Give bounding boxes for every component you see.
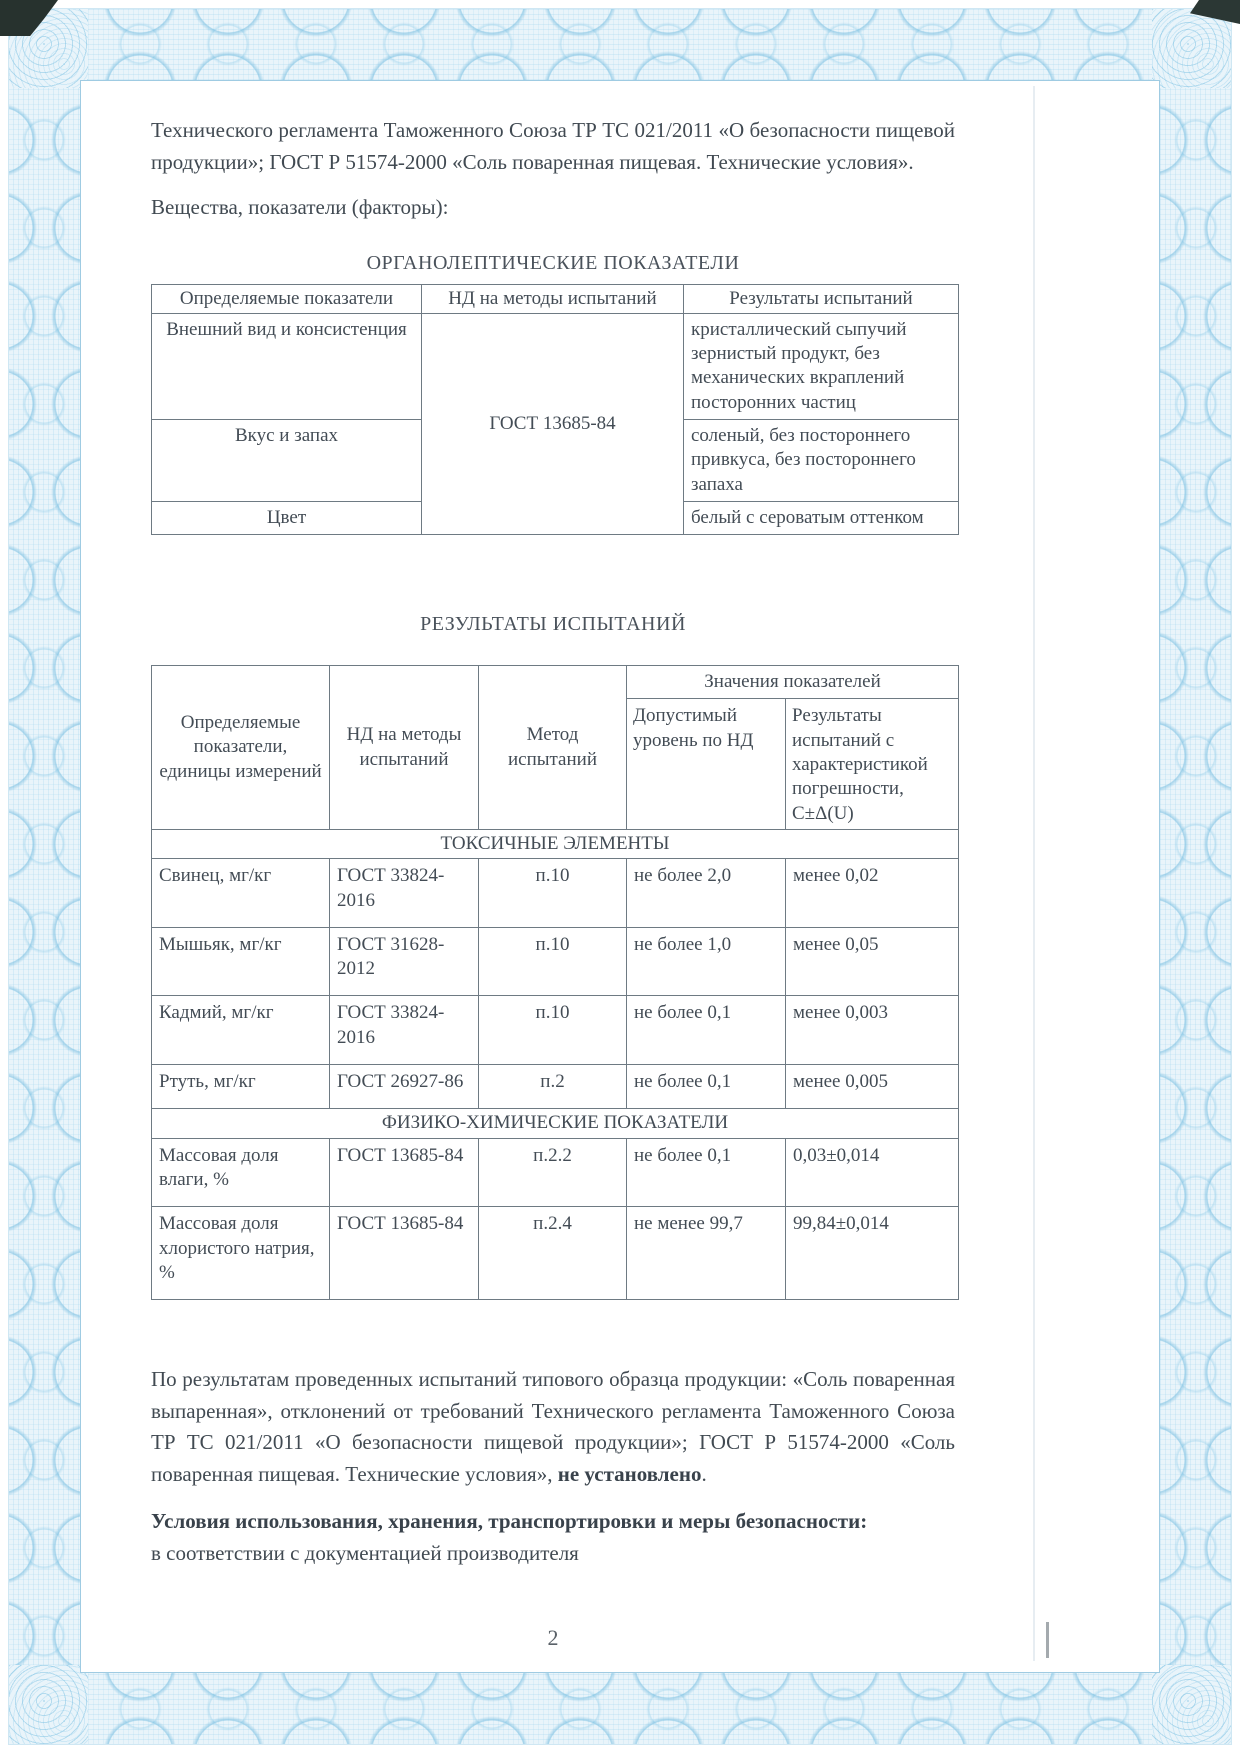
- section-row: [152, 829, 959, 858]
- table-row: [152, 313, 959, 419]
- indicator-cell: Цвет: [152, 502, 422, 535]
- document-body: [81, 81, 1159, 1672]
- table-row: [152, 859, 959, 928]
- indicator-cell: Вкус и запах: [152, 420, 422, 502]
- column-header-indicator: Определяемые показатели, единицы измерений: [152, 666, 330, 830]
- page-number: 2: [547, 1625, 559, 1651]
- conclusion-paragraph: [151, 1364, 955, 1490]
- indicator-cell: Массовая доля влаги, %: [152, 1138, 330, 1207]
- conditions-paragraph: [151, 1506, 955, 1569]
- method-standard-cell: ГОСТ 13685-84: [422, 313, 684, 535]
- guilloche-border-right: [1160, 8, 1232, 1745]
- indicator-cell: Массовая доля хлористого натрия, %: [152, 1207, 330, 1300]
- guilloche-border-left: [8, 8, 80, 1745]
- column-header-result: Результаты испытаний: [684, 284, 959, 313]
- substances-label: Вещества, показатели (факторы):: [151, 195, 449, 219]
- nd-cell: ГОСТ 13685-84: [330, 1138, 479, 1207]
- section-title: ФИЗИКО-ХИМИЧЕСКИЕ ПОКАЗАТЕЛИ: [152, 1109, 959, 1138]
- result-cell: 0,03±0,014: [786, 1138, 959, 1207]
- allowed-cell: не более 0,1: [627, 1138, 786, 1207]
- indicator-cell: Кадмий, мг/кг: [152, 996, 330, 1065]
- column-group-header-values: Значения показателей: [627, 666, 959, 699]
- conclusion-verdict: не установлено: [557, 1461, 702, 1486]
- results-table: [151, 665, 959, 1300]
- column-header-method: Метод испытаний: [479, 666, 627, 830]
- column-header-nd: НД на методы испытаний: [422, 284, 684, 313]
- allowed-cell: не менее 99,7: [627, 1207, 786, 1300]
- conclusion-text: По результатам проведенных испытаний типового образца продукции: «Соль поваренная выпаренная», отклонений от требований Технического регламента Таможенного Союза ТР ТС 021/2011 «О безопасности пищевой продукции»; ГОСТ Р 51574-2000 «Соль поваренная пищевая. Технические условия»,: [151, 1367, 955, 1486]
- column-header-test-result: Результаты испытаний с характеристикой погрешности, С±Δ(U): [786, 699, 959, 830]
- method-cell: п.2.2: [479, 1138, 627, 1207]
- result-cell: менее 0,005: [786, 1065, 959, 1109]
- indicator-cell: Внешний вид и консистенция: [152, 313, 422, 419]
- allowed-cell: не более 1,0: [627, 927, 786, 996]
- results-table-title: РЕЗУЛЬТАТЫ ИСПЫТАНИЙ: [420, 613, 686, 636]
- intro-paragraph: Технического регламента Таможенного Союза ТР ТС 021/2011 «О безопасности пищевой продукции»; ГОСТ Р 51574-2000 «Соль поваренная пищевая. Технические условия».: [151, 118, 955, 174]
- method-cell: п.2.4: [479, 1207, 627, 1300]
- organoleptic-table: [151, 284, 959, 536]
- column-header-allowed-level: Допустимый уровень по НД: [627, 699, 786, 830]
- nd-cell: ГОСТ 13685-84: [330, 1207, 479, 1300]
- allowed-cell: не более 0,1: [627, 996, 786, 1065]
- nd-cell: ГОСТ 31628-2012: [330, 927, 479, 996]
- conditions-text: в соответствии с документацией производителя: [151, 1540, 579, 1565]
- conditions-heading: Условия использования, хранения, транспортировки и меры безопасности: [151, 1509, 861, 1534]
- table-row: [152, 1207, 959, 1300]
- method-cell: п.10: [479, 859, 627, 928]
- conditions-colon: :: [860, 1509, 868, 1534]
- column-header-nd: НД на методы испытаний: [330, 666, 479, 830]
- table-row: [152, 1138, 959, 1207]
- method-cell: п.10: [479, 927, 627, 996]
- allowed-cell: не более 2,0: [627, 859, 786, 928]
- method-cell: п.10: [479, 996, 627, 1065]
- section-row: [152, 1109, 959, 1138]
- guilloche-corner-top-right: [1152, 8, 1232, 88]
- organoleptic-table-title: ОРГАНОЛЕПТИЧЕСКИЕ ПОКАЗАТЕЛИ: [366, 251, 740, 274]
- nd-cell: ГОСТ 33824-2016: [330, 996, 479, 1065]
- result-cell: 99,84±0,014: [786, 1207, 959, 1300]
- section-title: ТОКСИЧНЫЕ ЭЛЕМЕНТЫ: [152, 829, 959, 858]
- nd-cell: ГОСТ 33824-2016: [330, 859, 479, 928]
- allowed-cell: не более 0,1: [627, 1065, 786, 1109]
- table-row: [152, 1065, 959, 1109]
- column-header-indicator: Определяемые показатели: [152, 284, 422, 313]
- result-cell: белый с сероватым оттенком: [684, 502, 959, 535]
- scan-fold-line: [1033, 86, 1035, 1661]
- result-cell: менее 0,02: [786, 859, 959, 928]
- result-cell: менее 0,003: [786, 996, 959, 1065]
- method-cell: п.2: [479, 1065, 627, 1109]
- table-row: [152, 927, 959, 996]
- scan-mark-bottom-right: [1046, 1622, 1049, 1658]
- result-cell: соленый, без постороннего привкуса, без постороннего запаха: [684, 420, 959, 502]
- nd-cell: ГОСТ 26927-86: [330, 1065, 479, 1109]
- result-cell: менее 0,05: [786, 927, 959, 996]
- table-header-row: [152, 666, 959, 699]
- guilloche-corner-bottom-left: [8, 1665, 88, 1745]
- conclusion-period: .: [701, 1461, 707, 1486]
- guilloche-corner-bottom-right: [1152, 1665, 1232, 1745]
- indicator-cell: Ртуть, мг/кг: [152, 1065, 330, 1109]
- table-row: [152, 996, 959, 1065]
- result-cell: кристаллический сыпучий зернистый продукт, без механических вкраплений посторонних частиц: [684, 313, 959, 419]
- indicator-cell: Мышьяк, мг/кг: [152, 927, 330, 996]
- indicator-cell: Свинец, мг/кг: [152, 859, 330, 928]
- guilloche-border-top: [8, 8, 1232, 80]
- guilloche-border-bottom: [8, 1673, 1232, 1745]
- table-header-row: [152, 284, 959, 313]
